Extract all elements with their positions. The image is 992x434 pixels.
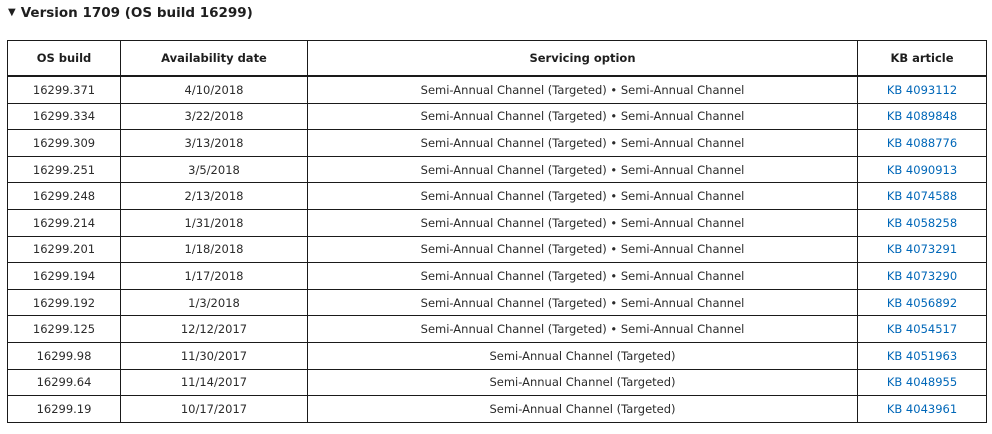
kb-article-link[interactable]: KB 4058258 <box>886 215 958 230</box>
os-build-cell: 16299.371 <box>8 76 121 103</box>
os-build-cell: 16299.309 <box>8 130 121 157</box>
availability-date-cell: 1/3/2018 <box>121 289 308 316</box>
availability-date-cell: 1/31/2018 <box>121 209 308 236</box>
build-history-table <box>7 40 987 423</box>
os-build-cell: 16299.201 <box>8 236 121 263</box>
os-build-cell: 16299.98 <box>8 342 121 369</box>
kb-article-link[interactable]: KB 4073290 <box>886 268 958 283</box>
kb-article-link[interactable]: KB 4089848 <box>886 109 958 124</box>
header-servicing-option: Servicing option <box>308 41 858 77</box>
table-row <box>8 130 987 157</box>
os-build-cell: 16299.214 <box>8 209 121 236</box>
kb-article-link[interactable]: KB 4043961 <box>886 401 958 416</box>
servicing-option-cell: Semi-Annual Channel (Targeted) • Semi-Annual Channel <box>308 316 858 343</box>
servicing-option-cell: Semi-Annual Channel (Targeted) • Semi-Annual Channel <box>308 130 858 157</box>
kb-article-link[interactable]: KB 4048955 <box>886 375 958 390</box>
kb-article-cell <box>858 209 987 236</box>
kb-article-link[interactable]: KB 4093112 <box>886 82 958 97</box>
kb-article-cell <box>858 342 987 369</box>
table-row <box>8 263 987 290</box>
kb-article-link[interactable]: KB 4056892 <box>886 295 958 310</box>
availability-date-cell: 3/22/2018 <box>121 103 308 130</box>
header-availability-date: Availability date <box>121 41 308 77</box>
os-build-cell: 16299.334 <box>8 103 121 130</box>
header-kb-article: KB article <box>858 41 987 77</box>
availability-date-cell: 1/18/2018 <box>121 236 308 263</box>
availability-date-cell: 3/13/2018 <box>121 130 308 157</box>
header-row <box>8 41 987 77</box>
availability-date-cell: 12/12/2017 <box>121 316 308 343</box>
kb-article-link[interactable]: KB 4074588 <box>886 189 958 204</box>
table-row <box>8 236 987 263</box>
table-header <box>8 41 987 77</box>
os-build-cell: 16299.125 <box>8 316 121 343</box>
kb-article-link[interactable]: KB 4090913 <box>886 162 958 177</box>
servicing-option-cell: Semi-Annual Channel (Targeted) • Semi-Annual Channel <box>308 76 858 103</box>
os-build-cell: 16299.192 <box>8 289 121 316</box>
servicing-option-cell: Semi-Annual Channel (Targeted) <box>308 396 858 423</box>
kb-article-cell <box>858 183 987 210</box>
table-row <box>8 396 987 423</box>
caret-down-icon: ▼ <box>8 7 16 18</box>
kb-article-cell <box>858 103 987 130</box>
kb-article-cell <box>858 396 987 423</box>
availability-date-cell: 1/17/2018 <box>121 263 308 290</box>
os-build-cell: 16299.248 <box>8 183 121 210</box>
kb-article-cell <box>858 316 987 343</box>
kb-article-cell <box>858 263 987 290</box>
table-body <box>8 76 987 422</box>
servicing-option-cell: Semi-Annual Channel (Targeted) • Semi-Annual Channel <box>308 209 858 236</box>
header-os-build: OS build <box>8 41 121 77</box>
servicing-option-cell: Semi-Annual Channel (Targeted) • Semi-Annual Channel <box>308 183 858 210</box>
table-row <box>8 183 987 210</box>
kb-article-cell <box>858 130 987 157</box>
kb-article-link[interactable]: KB 4073291 <box>886 242 958 257</box>
availability-date-cell: 4/10/2018 <box>121 76 308 103</box>
kb-article-link[interactable]: KB 4051963 <box>886 348 958 363</box>
servicing-option-cell: Semi-Annual Channel (Targeted) • Semi-Annual Channel <box>308 263 858 290</box>
servicing-option-cell: Semi-Annual Channel (Targeted) • Semi-Annual Channel <box>308 103 858 130</box>
section-toggle-version-1709[interactable] <box>8 3 253 23</box>
availability-date-cell: 3/5/2018 <box>121 156 308 183</box>
kb-article-cell <box>858 76 987 103</box>
kb-article-cell <box>858 236 987 263</box>
table-row <box>8 342 987 369</box>
availability-date-cell: 10/17/2017 <box>121 396 308 423</box>
table-row <box>8 76 987 103</box>
servicing-option-cell: Semi-Annual Channel (Targeted) • Semi-Annual Channel <box>308 156 858 183</box>
servicing-option-cell: Semi-Annual Channel (Targeted) • Semi-Annual Channel <box>308 236 858 263</box>
availability-date-cell: 11/30/2017 <box>121 342 308 369</box>
section-title: Version 1709 (OS build 16299) <box>20 5 253 21</box>
kb-article-cell <box>858 369 987 396</box>
table-row <box>8 316 987 343</box>
kb-article-link[interactable]: KB 4088776 <box>886 135 958 150</box>
os-build-cell: 16299.194 <box>8 263 121 290</box>
kb-article-cell <box>858 289 987 316</box>
kb-article-link[interactable]: KB 4054517 <box>886 322 958 337</box>
table-row <box>8 289 987 316</box>
table-row <box>8 369 987 396</box>
kb-article-cell <box>858 156 987 183</box>
availability-date-cell: 2/13/2018 <box>121 183 308 210</box>
os-build-cell: 16299.19 <box>8 396 121 423</box>
table-row <box>8 156 987 183</box>
table-row <box>8 209 987 236</box>
os-build-cell: 16299.251 <box>8 156 121 183</box>
availability-date-cell: 11/14/2017 <box>121 369 308 396</box>
servicing-option-cell: Semi-Annual Channel (Targeted) <box>308 342 858 369</box>
os-build-cell: 16299.64 <box>8 369 121 396</box>
table-row <box>8 103 987 130</box>
servicing-option-cell: Semi-Annual Channel (Targeted) <box>308 369 858 396</box>
servicing-option-cell: Semi-Annual Channel (Targeted) • Semi-Annual Channel <box>308 289 858 316</box>
